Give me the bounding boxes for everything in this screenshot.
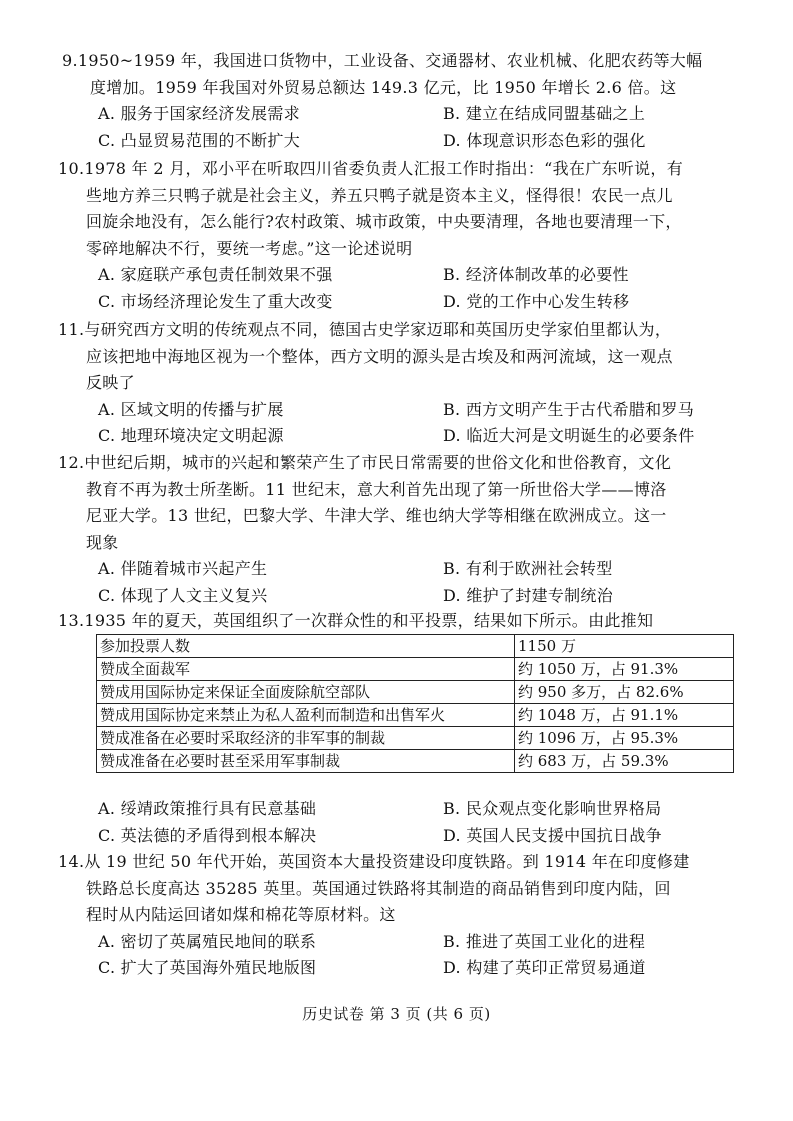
question-12-line-1: 12.中世纪后期，城市的兴起和繁荣产生了市民日常需要的世俗文化和世俗教育，文化 (58, 453, 672, 472)
table-cell: 约 1050 万，占 91.3% (515, 658, 734, 681)
option-b[interactable]: B. 西方文明产生于古代希腊和罗马 (443, 399, 695, 419)
question-11-options (58, 397, 728, 450)
question-11 (58, 317, 728, 450)
question-13-line-1: 13.1935 年的夏天，英国组织了一次群众性的和平投票，结果如下所示。由此推知 (58, 611, 654, 630)
table-cell: 赞成用国际协定来禁止为私人盈利而制造和出售军火 (97, 704, 515, 727)
question-12-options (58, 556, 728, 609)
table-row (97, 727, 734, 750)
table-cell: 赞成准备在必要时甚至采用军事制裁 (97, 750, 515, 773)
question-10-line-4: 零碎地解决不行，要统一考虑。”这一论述说明 (86, 238, 413, 258)
question-12-line-2: 教育不再为教士所垄断。11 世纪末，意大利首先出现了第一所世俗大学——博洛 (86, 479, 667, 499)
option-d[interactable]: D. 维护了封建专制统治 (443, 585, 614, 605)
table-row (97, 681, 734, 704)
option-a[interactable]: A. 伴随着城市兴起产生 (98, 559, 268, 578)
option-c[interactable]: C. 凸显贸易范围的不断扩大 (98, 130, 301, 150)
option-c[interactable]: C. 扩大了英国海外殖民地版图 (98, 958, 317, 977)
question-10-line-3: 回旋余地没有，怎么能行?农村政策、城市政策，中央要清理，各地也要清理一下， (86, 212, 682, 231)
option-c[interactable]: C. 英法德的矛盾得到根本解决 (98, 825, 317, 845)
question-12-line-4: 现象 (86, 532, 119, 552)
option-d[interactable]: D. 构建了英印正常贸易通道 (443, 958, 646, 977)
option-b[interactable]: B. 推进了英国工业化的进程 (443, 931, 646, 951)
question-number: 14. (58, 852, 85, 871)
question-9-line-2: 度增加。1959 年我国对外贸易总额达 149.3 亿元，比 1950 年增长 2.6 倍。这 (90, 77, 677, 97)
option-a[interactable]: A. 绥靖政策推行具有民意基础 (98, 799, 317, 818)
question-10-options (58, 262, 728, 315)
question-9-line-1: 9.1950~1959 年，我国进口货物中，工业设备、交通器材、农业机械、化肥农药等大幅 (62, 51, 703, 70)
question-14-line-1: 14.从 19 世纪 50 年代开始，英国资本大量投资建设印度铁路。到 1914 年在印度修建 (58, 852, 690, 871)
question-10-line-2: 些地方养三只鸭子就是社会主义，养五只鸭子就是资本主义，怪得很！农民一点儿 (86, 185, 673, 205)
question-number: 13. (58, 611, 85, 630)
option-b[interactable]: B. 经济体制改革的必要性 (443, 265, 629, 284)
option-a[interactable]: A. 家庭联产承包责任制效果不强 (98, 265, 333, 284)
question-11-line-2: 应该把地中海地区视为一个整体，西方文明的源头是古埃及和两河流域，这一观点 (86, 346, 673, 366)
question-number: 9. (62, 51, 78, 70)
question-14-options (58, 929, 728, 982)
option-d[interactable]: D. 临近大河是文明诞生的必要条件 (443, 426, 695, 445)
question-14-line-3: 程时从内陆运回诸如煤和棉花等原材料。这 (86, 905, 396, 924)
table-cell: 约 1048 万，占 91.1% (515, 704, 734, 727)
option-d[interactable]: D. 党的工作中心发生转移 (443, 291, 630, 311)
option-c[interactable]: C. 市场经济理论发生了重大改变 (98, 291, 333, 311)
question-13-options (58, 796, 728, 849)
question-11-line-1: 11.与研究西方文明的传统观点不同，德国古史学家迈耶和英国历史学家伯里都认为， (58, 320, 672, 339)
question-13-options-block (58, 796, 728, 849)
question-number: 10. (58, 159, 85, 178)
option-b[interactable]: B. 有利于欧洲社会转型 (443, 559, 613, 578)
question-12-line-3: 尼亚大学。13 世纪，巴黎大学、牛津大学、维也纳大学等相继在欧洲成立。这一 (86, 506, 667, 525)
option-b[interactable]: B. 民众观点变化影响世界格局 (443, 799, 662, 818)
question-number: 12. (58, 453, 85, 472)
table-cell: 约 683 万，占 59.3% (515, 750, 734, 773)
option-c[interactable]: C. 体现了人文主义复兴 (98, 585, 268, 605)
table-row (97, 750, 734, 773)
option-a[interactable]: A. 密切了英属殖民地间的联系 (98, 931, 317, 951)
question-10 (58, 156, 728, 315)
vote-result-table (96, 634, 734, 773)
option-a[interactable]: A. 区域文明的传播与扩展 (98, 399, 284, 419)
table-row (97, 658, 734, 681)
table-cell: 约 1096 万，占 95.3% (515, 727, 734, 750)
question-12 (58, 450, 728, 609)
question-14 (58, 849, 728, 982)
option-d[interactable]: D. 体现意识形态色彩的强化 (443, 130, 646, 150)
table-cell: 赞成用国际协定来保证全面废除航空部队 (97, 681, 515, 704)
table-row (97, 635, 734, 658)
question-number: 11. (58, 320, 85, 339)
table-cell: 赞成准备在必要时采取经济的非军事的制裁 (97, 727, 515, 750)
question-13 (58, 608, 728, 635)
table-cell: 1150 万 (515, 635, 734, 658)
option-a[interactable]: A. 服务于国家经济发展需求 (98, 104, 300, 123)
question-11-line-3: 反映了 (86, 373, 135, 392)
page-footer: 历史试卷 第 3 页 (共 6 页) (302, 1005, 491, 1023)
option-b[interactable]: B. 建立在结成同盟基础之上 (443, 104, 646, 123)
table-cell: 参加投票人数 (97, 635, 515, 658)
question-9 (62, 48, 732, 154)
table-cell: 赞成全面裁军 (97, 658, 515, 681)
question-14-line-2: 铁路总长度高达 35285 英里。英国通过铁路将其制造的商品销售到印度内陆，回 (86, 878, 671, 898)
question-10-line-1: 10.1978 年 2 月，邓小平在听取四川省委负责人汇报工作时指出：“我在广东听说，有 (58, 159, 683, 178)
question-9-options (62, 101, 732, 154)
table-cell: 约 950 多万，占 82.6% (515, 681, 734, 704)
table-row (97, 704, 734, 727)
option-c[interactable]: C. 地理环境决定文明起源 (98, 426, 284, 445)
option-d[interactable]: D. 英国人民支援中国抗日战争 (443, 825, 662, 845)
